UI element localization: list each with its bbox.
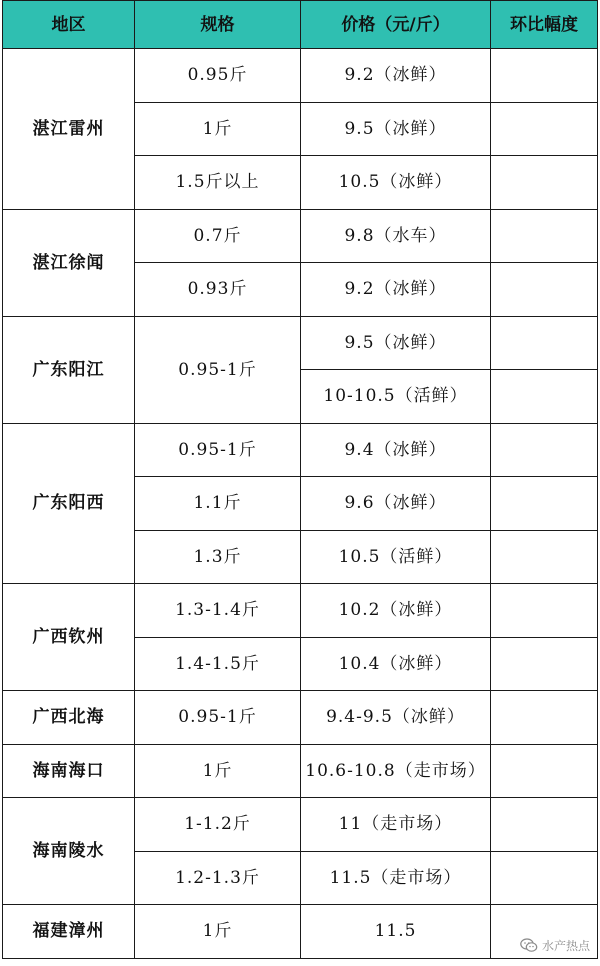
price-cell: 10.4（冰鲜）	[301, 637, 491, 691]
spec-cell: 1.5斤以上	[135, 156, 301, 210]
region-cell: 广东阳江	[3, 316, 135, 423]
spec-cell: 1斤	[135, 905, 301, 959]
change-cell	[491, 744, 598, 798]
table-row	[3, 584, 598, 638]
price-cell: 9.6（冰鲜）	[301, 477, 491, 531]
price-cell: 10-10.5（活鲜）	[301, 370, 491, 424]
price-cell: 11（走市场）	[301, 798, 491, 852]
region-cell: 湛江雷州	[3, 49, 135, 210]
header-change: 环比幅度	[491, 1, 598, 49]
region-cell: 湛江徐闻	[3, 209, 135, 316]
price-cell: 9.8（水车）	[301, 209, 491, 263]
spec-cell: 1-1.2斤	[135, 798, 301, 852]
spec-cell: 1斤	[135, 102, 301, 156]
price-cell: 9.2（冰鲜）	[301, 263, 491, 317]
change-cell	[491, 851, 598, 905]
change-cell	[491, 637, 598, 691]
table-row	[3, 798, 598, 852]
spec-cell: 0.95-1斤	[135, 316, 301, 423]
table-row	[3, 905, 598, 959]
change-cell	[491, 798, 598, 852]
spec-cell: 1.3-1.4斤	[135, 584, 301, 638]
change-cell	[491, 423, 598, 477]
region-cell: 广东阳西	[3, 423, 135, 584]
region-cell: 广西北海	[3, 691, 135, 745]
header-spec: 规格	[135, 1, 301, 49]
price-cell: 10.6-10.8（走市场）	[301, 744, 491, 798]
spec-cell: 1.1斤	[135, 477, 301, 531]
change-cell	[491, 209, 598, 263]
change-cell	[491, 370, 598, 424]
price-table	[2, 0, 598, 959]
spec-cell: 1.2-1.3斤	[135, 851, 301, 905]
change-cell	[491, 691, 598, 745]
watermark	[520, 937, 590, 954]
change-cell	[491, 102, 598, 156]
change-cell	[491, 49, 598, 103]
region-cell: 广西钦州	[3, 584, 135, 691]
spec-cell: 0.93斤	[135, 263, 301, 317]
change-cell	[491, 156, 598, 210]
price-cell: 9.2（冰鲜）	[301, 49, 491, 103]
table-row	[3, 691, 598, 745]
change-cell	[491, 263, 598, 317]
table-row	[3, 423, 598, 477]
header-price: 价格（元/斤）	[301, 1, 491, 49]
watermark-text: 水产热点	[541, 939, 590, 953]
change-cell	[491, 477, 598, 531]
price-cell: 10.2（冰鲜）	[301, 584, 491, 638]
spec-cell: 0.95-1斤	[135, 423, 301, 477]
region-cell: 海南陵水	[3, 798, 135, 905]
table-row	[3, 209, 598, 263]
spec-cell: 1斤	[135, 744, 301, 798]
spec-cell: 0.7斤	[135, 209, 301, 263]
price-cell: 9.5（冰鲜）	[301, 102, 491, 156]
change-cell	[491, 530, 598, 584]
price-cell: 9.5（冰鲜）	[301, 316, 491, 370]
change-cell	[491, 316, 598, 370]
wechat-icon	[520, 938, 538, 953]
header-row	[3, 1, 598, 49]
table-row	[3, 316, 598, 370]
change-cell	[491, 584, 598, 638]
spec-cell: 0.95-1斤	[135, 691, 301, 745]
price-cell: 10.5（冰鲜）	[301, 156, 491, 210]
region-cell: 福建漳州	[3, 905, 135, 959]
spec-cell: 1.3斤	[135, 530, 301, 584]
price-cell: 11.5	[301, 905, 491, 959]
table-row	[3, 49, 598, 103]
region-cell: 海南海口	[3, 744, 135, 798]
spec-cell: 1.4-1.5斤	[135, 637, 301, 691]
price-cell: 10.5（活鲜）	[301, 530, 491, 584]
header-region: 地区	[3, 1, 135, 49]
table-row	[3, 744, 598, 798]
spec-cell: 0.95斤	[135, 49, 301, 103]
price-cell: 11.5（走市场）	[301, 851, 491, 905]
price-cell: 9.4（冰鲜）	[301, 423, 491, 477]
price-cell: 9.4-9.5（冰鲜）	[301, 691, 491, 745]
